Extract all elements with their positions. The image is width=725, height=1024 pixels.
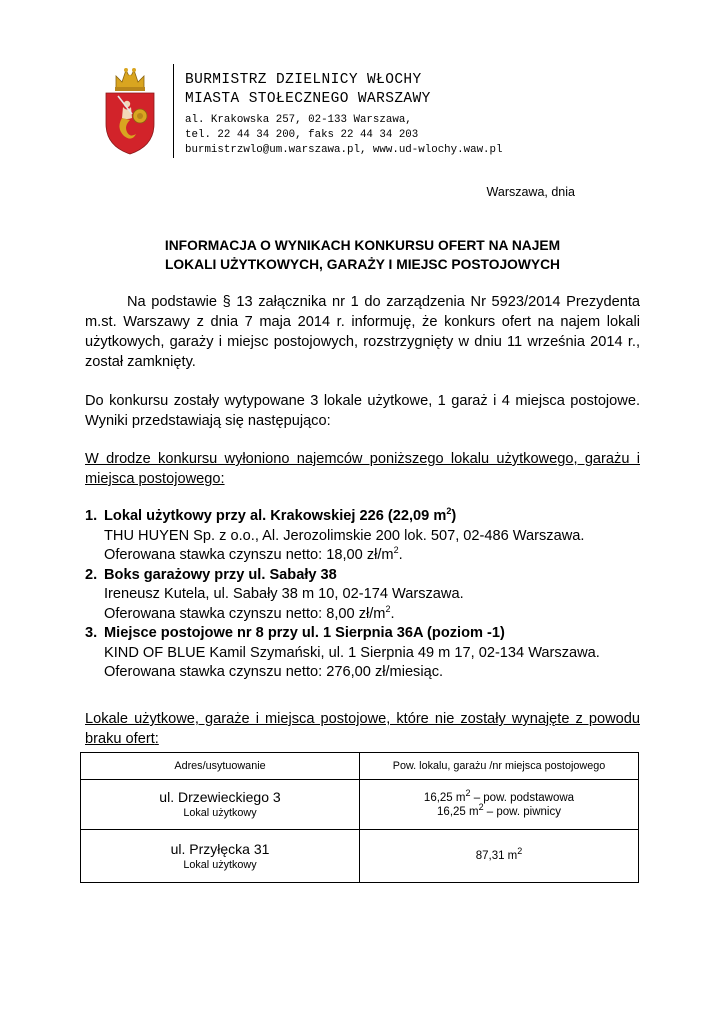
unit-area: 87,31 $m^2$ [475, 846, 523, 862]
warsaw-coat-of-arms-icon [102, 66, 158, 156]
unit-area: 16,25 $m^2$ – pow. podstawowa [423, 787, 575, 804]
letterhead-contact: burmistrzwlo@um.warszawa.pl, www.ud-wlochy.waw.pl [185, 144, 503, 156]
list-item-number: 3. [85, 625, 98, 641]
letterhead-divider [173, 64, 174, 158]
intro-paragraph: Na podstawie § 13 załącznika nr 1 do zarządzenia Nr 5923/2014 Prezydenta m.st. Warszawy z dnia 7 maja 2014 r. informuję, że konkurs ofert na najem lokali użytkowych, garaży i miejsc postojowych, rozstrzygnięty w dniu 11 września 2014 r., został zamknięty. [85, 294, 640, 370]
unrented-heading-text: Lokale użytkowe, garaże i miejsca postojowe, które nie zostały wynajęte z powodu braku ofert [85, 711, 640, 747]
document-heading [85, 236, 640, 274]
winners-list [85, 507, 640, 683]
list-item-title: Boks garażowy przy ul. Sabały 38 [104, 566, 337, 583]
table-header-area: Pow. lokalu, garażu /nr miejsca postojowego [360, 753, 639, 780]
winners-heading [85, 449, 640, 489]
list-item [85, 624, 640, 683]
unit-kind: Lokal użytkowy [183, 858, 257, 871]
list-item-rate: Oferowana stawka czynszu netto: 276,00 zł/miesiąc. [104, 664, 444, 680]
letterhead-phone: tel. 22 44 34 200, faks 22 44 34 203 [185, 129, 419, 141]
list-item-number: 1. [85, 508, 98, 524]
table-row [81, 780, 639, 830]
table-cell-area [360, 780, 639, 830]
table-cell-address [81, 830, 360, 883]
heading-line2: LOKALI UŻYTKOWYCH, GARAŻY I MIEJSC POSTOJOWYCH [164, 257, 561, 272]
heading-line1: INFORMACJA O WYNIKACH KONKURSU OFERT NA NAJEM [164, 238, 561, 253]
list-item [85, 566, 640, 625]
winners-heading-text: W drodze konkursu wyłoniono najemców poniższego lokalu użytkowego, garażu i miejsca postojowego [85, 451, 640, 487]
unit-area: 16,25 $m^2$ – pow. piwnicy [437, 801, 561, 818]
letterhead [185, 71, 502, 158]
letterhead-title-line1: BURMISTRZ DZIELNICY WŁOCHY [185, 72, 422, 88]
table-header-address: Adres/usytuowanie [81, 753, 360, 780]
list-item-number: 2. [85, 566, 98, 583]
letterhead-title-line2: MIASTA STOŁECZNEGO WARSZAWY [185, 91, 431, 107]
unit-address: ul. Drzewieckiego 3 [159, 789, 281, 805]
unit-address: ul. Przyłęcka 31 [170, 840, 270, 857]
letterhead-address: al. Krakowska 257, 02-133 Warszawa, [185, 114, 412, 126]
list-item-title: Lokal użytkowy przy al. Krakowskiej 226 (22,09 $m^2$) [104, 506, 457, 524]
table-row [81, 830, 639, 883]
unrented-heading-colon: : [154, 731, 159, 747]
list-item-tenant: Ireneusz Kutela, ul. Sabały 38 m 10, 02-174 Warszawa. [104, 586, 464, 602]
unrented-units-table [80, 752, 639, 883]
table-cell-area [360, 830, 639, 883]
list-item [85, 507, 640, 566]
unit-kind: Lokal użytkowy [183, 807, 257, 819]
summary-paragraph: Do konkursu zostały wytypowane 3 lokale użytkowe, 1 garaż i 4 miejsca postojowe. Wyniki przedstawiają się następująco: [85, 393, 640, 429]
list-item-title: Miejsce postojowe nr 8 przy ul. 1 Sierpnia 36A (poziom -1) [104, 625, 505, 641]
winners-heading-colon: : [220, 471, 225, 487]
list-item-tenant: THU HUYEN Sp. z o.o., Al. Jerozolimskie 200 lok. 507, 02-486 Warszawa. [104, 527, 585, 544]
list-item-rate: Oferowana stawka czynszu netto: 18,00 $zł/m^2$. [104, 545, 403, 563]
unrented-heading [85, 709, 640, 749]
document-date: Warszawa, dnia [486, 185, 575, 199]
table-cell-address [81, 780, 360, 830]
list-item-tenant: KIND OF BLUE Kamil Szymański, ul. 1 Sierpnia 49 m 17, 02-134 Warszawa. [104, 644, 600, 661]
list-item-rate: Oferowana stawka czynszu netto: 8,00 $zł/m^2$. [104, 603, 395, 622]
